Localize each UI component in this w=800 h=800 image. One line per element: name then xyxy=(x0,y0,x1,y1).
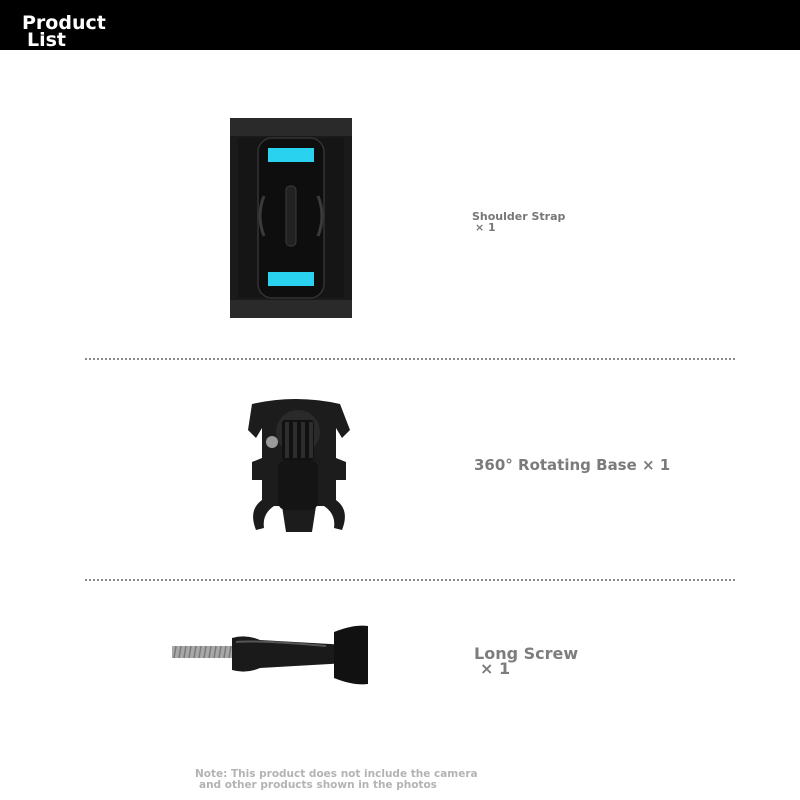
rotating-base-label: 360° Rotating Base × 1 xyxy=(474,456,671,474)
divider xyxy=(85,358,735,360)
strap-mount-icon xyxy=(228,116,354,320)
long-screw-quantity: × 1 xyxy=(480,659,511,678)
divider xyxy=(85,579,735,581)
shoulder-strap-quantity: × 1 xyxy=(475,221,496,234)
note-line2: and other products shown in the photos xyxy=(199,779,437,791)
rotating-base-icon xyxy=(238,398,356,544)
page-title-line1: Product xyxy=(22,12,106,34)
long-screw-name: Long Screw xyxy=(474,644,579,663)
page-title xyxy=(22,12,106,51)
header-bar xyxy=(0,0,800,50)
shoulder-strap-name: Shoulder Strap xyxy=(472,210,566,223)
shoulder-strap-label xyxy=(472,211,565,233)
note-line1: Note: This product does not include the camera xyxy=(195,768,478,780)
disclaimer-note xyxy=(195,769,478,791)
long-screw-icon xyxy=(170,624,370,686)
page-title-line2: List xyxy=(27,29,67,51)
long-screw-label xyxy=(474,646,578,676)
